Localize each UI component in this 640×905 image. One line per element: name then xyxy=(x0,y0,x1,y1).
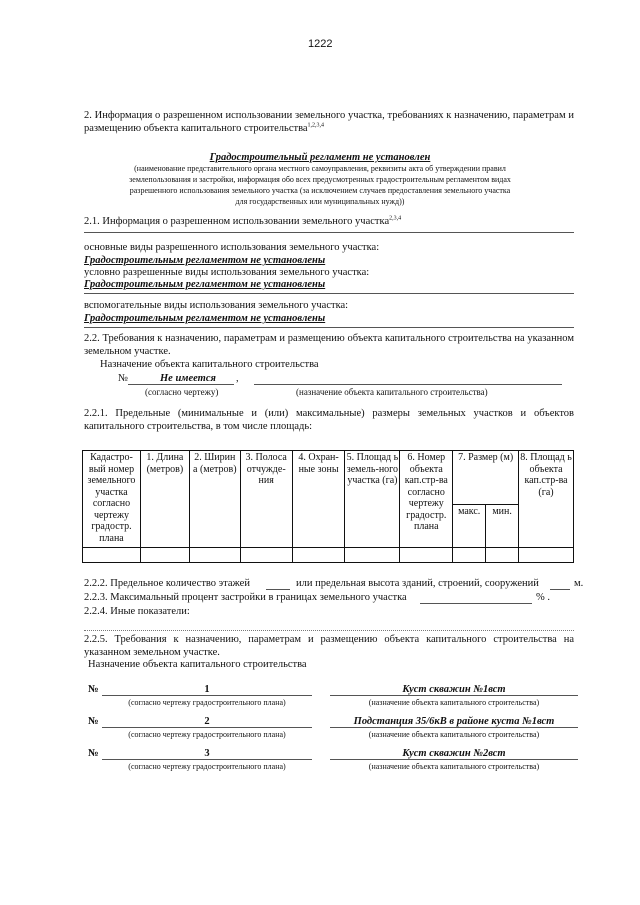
object-row-no-caption: (согласно чертежу градостроительного плана) xyxy=(128,730,286,739)
regulation-title: Градостроительный регламент не установлен xyxy=(209,152,431,163)
regulation-note-line: для государственных или муниципальных нужд)) xyxy=(235,197,405,206)
table-row xyxy=(83,548,574,563)
object-row-no-label: № xyxy=(88,748,99,759)
table-header-row xyxy=(83,451,574,505)
page-number: 1222 xyxy=(308,38,333,50)
section-2-2-2-text-a: 2.2.2. Предельное количество этажей xyxy=(84,578,250,589)
object-row-name-caption: (назначение объекта капитального строительства) xyxy=(368,730,540,739)
table-cell xyxy=(453,548,486,563)
table-cell xyxy=(345,548,400,563)
table-header-cell: Кадастро-вый номер земельного участка согласно чертежу градостр. плана xyxy=(83,451,141,548)
section-2-1-heading xyxy=(84,216,401,227)
table-cell xyxy=(519,548,574,563)
table-subheader-cell: мин. xyxy=(486,504,519,547)
regulation-note-line: (наименование представительного органа местного самоуправления, реквизиты акта об утверждении правил xyxy=(134,164,506,173)
table-header-cell: 1. Длина (метров) xyxy=(140,451,189,548)
table-cell xyxy=(486,548,519,563)
auxiliary-uses-value: Градостроительным регламентом не установлены xyxy=(84,313,326,324)
table-header-cell: 3. Полоса отчужде-ния xyxy=(240,451,292,548)
conditional-uses-label: условно разрешенные виды использования земельного участка: xyxy=(84,267,370,278)
table-cell xyxy=(240,548,292,563)
object-row-no-caption: (согласно чертежу градостроительного плана) xyxy=(128,762,286,771)
object-row-number: 3 xyxy=(204,748,210,759)
section-2-2-4-text: 2.2.4. Иные показатели: xyxy=(84,606,190,617)
section-2-2-2-unit: м. xyxy=(574,578,584,589)
section-2-2-no-label: № xyxy=(118,373,129,384)
object-row-name: Куст скважин №2вст xyxy=(402,748,506,759)
table-header-cell: 6. Номер объекта кап.стр-ва согласно чертежу градостр. плана xyxy=(400,451,453,548)
object-row-number: 2 xyxy=(204,716,210,727)
table-cell xyxy=(400,548,453,563)
section-2-1-heading-sup: 2,3,4 xyxy=(389,215,402,222)
regulation-note xyxy=(0,163,640,207)
table-cell xyxy=(83,548,141,563)
table-header-cell: 8. Площад ь объекта кап.стр-ва (га) xyxy=(519,451,574,548)
object-row-name-caption: (назначение объекта капитального строительства) xyxy=(368,762,540,771)
section-2-2-3-unit: % . xyxy=(536,592,550,603)
regulation-note-line: землепользования и застройки, информация обо всех предусмотренных градостроительным регламентом видах xyxy=(129,175,511,184)
main-uses-label: основные виды разрешенного использования земельного участка: xyxy=(84,242,380,253)
object-row-no-caption: (согласно чертежу градостроительного плана) xyxy=(128,698,286,707)
object-row-name-caption: (назначение объекта капитального строительства) xyxy=(368,698,540,707)
regulation-note-line: разрешенного использования земельного участка (за исключением случаев предоставления земельного участка xyxy=(129,186,511,195)
section-2-2-5-heading: 2.2.5. Требования к назначению, параметрам и размещению объекта капитального строительства на указанном земельном участке. xyxy=(84,634,574,658)
section-2-heading xyxy=(84,110,574,135)
section-2-2-purpose-caption: (назначение объекта капитального строительства) xyxy=(296,387,488,397)
parameters-table xyxy=(82,450,574,563)
auxiliary-uses-label: вспомогательные виды использования земельного участка: xyxy=(84,300,349,311)
section-2-2-purpose-label: Назначение объекта капитального строительства xyxy=(100,359,319,370)
main-uses-value: Градостроительным регламентом не установлены xyxy=(84,255,326,266)
table-header-cell: 5. Площад ь земель-ного участка (га) xyxy=(345,451,400,548)
table-header-cell: 7. Размер (м) xyxy=(453,451,519,505)
section-2-2-no-caption: (согласно чертежу) xyxy=(145,387,219,397)
section-2-heading-text: 2. Информация о разрешенном использовании земельного участка, требованиях к назначению, параметрам и размещению объекта капитального строительства xyxy=(84,110,574,134)
section-2-2-heading: 2.2. Требования к назначению, параметрам и размещению объекта капитального строительства на указанном земельном участке. xyxy=(84,333,574,357)
section-2-1-heading-text: 2.1. Информация о разрешенном использовании земельного участка xyxy=(84,216,390,227)
table-subheader-cell: макс. xyxy=(453,504,486,547)
object-row-no-label: № xyxy=(88,684,99,695)
section-2-heading-sup: 1,2,3,4 xyxy=(307,122,325,128)
section-2-2-3-text: 2.2.3. Максимальный процент застройки в границах земельного участка xyxy=(84,592,407,603)
conditional-uses-value: Градостроительным регламентом не установлены xyxy=(84,279,326,290)
object-row-no-label: № xyxy=(88,716,99,727)
table-cell xyxy=(140,548,189,563)
section-2-2-2-text-b: или предельная высота зданий, строений, сооружений xyxy=(296,578,539,589)
table-cell xyxy=(189,548,240,563)
object-row-number: 1 xyxy=(204,684,210,695)
table-header-cell: 4. Охран-ные зоны xyxy=(292,451,345,548)
table-cell xyxy=(292,548,345,563)
section-2-2-1-heading: 2.2.1. Предельные (минимальные и (или) максимальные) размеры земельных участков и объектов капитального строительства, в том числе площадь: xyxy=(84,408,574,432)
table-header-cell: 2. Ширин а (метров) xyxy=(189,451,240,548)
object-row-name: Подстанция 35/6кВ в районе куста №1вст xyxy=(353,716,555,727)
section-2-2-no-value: Не имеется xyxy=(160,373,216,384)
object-row-name: Куст скважин №1вст xyxy=(402,684,506,695)
section-2-2-5-purpose-label: Назначение объекта капитального строительства xyxy=(88,659,307,670)
